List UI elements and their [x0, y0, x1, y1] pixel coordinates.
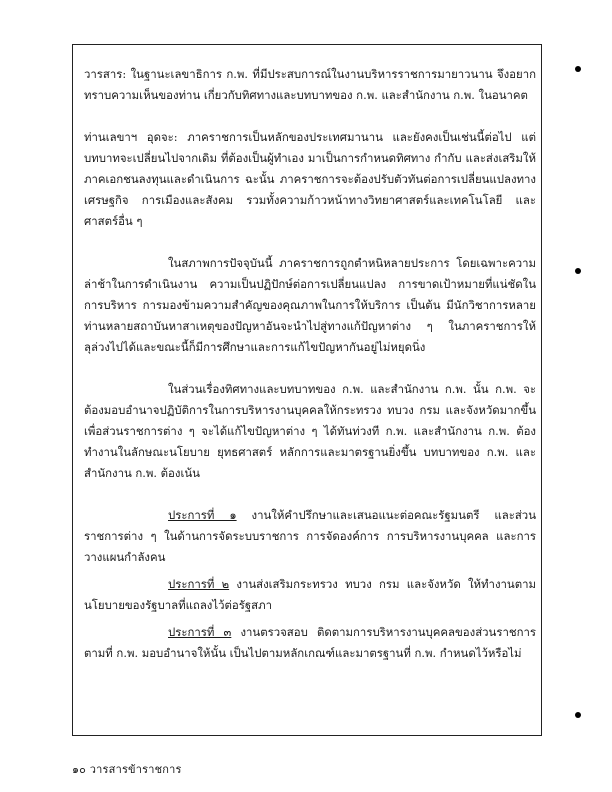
- item-text: งานตรวจสอบ ติดตามการบริหารงานบุคคลของส่วนราชการตามที่ ก.พ. มอบอำนาจให้นั้น เป็นไปตามหลักเกณฑ์และมาตรฐานที่ ก.พ. กำหนดไว้หรือไม่: [84, 625, 536, 660]
- item-label: ประการที่ ๒: [168, 577, 230, 591]
- body-paragraph: ในส่วนเรื่องทิศทางและบทบาทของ ก.พ. และสำนักงาน ก.พ. นั้น ก.พ. จะต้องมอบอำนาจปฏิบัติการในการบริหารงานบุคคลให้กระทรวง ทบวง กรม และจังหวัดมากขึ้น เพื่อส่วนราชการต่าง ๆ จะได้แก้ไขปัญหาต่าง ๆ ได้ทันท่วงที ก.พ. และสำนักงาน ก.พ. ต้อง ทำงานในลักษณะนโยบาย ยุทธศาสตร์ หลักการและมาตรฐานยิ่งขึ้น บทบาทของ ก.พ. และสำนักงาน ก.พ. ต้องเน้น: [84, 382, 536, 480]
- body-paragraph: ในสภาพการปัจจุบันนี้ ภาคราชการถูกตำหนิหลายประการ โดยเฉพาะความล่าช้าในการดำเนินงาน ความเป็นปฏิปักษ์ต่อการเปลี่ยนแปลง การขาดเป้าหมายที่แน่ชัดในการบริหาร การมองข้ามความสำคัญของคุณภาพในการให้บริการ เป็นต้น มีนักวิชาการหลายท่านหลายสถาบันหาสาเหตุของปัญหาอันจะนำไปสู่ทางแก้ปัญหาต่าง ๆ ในภาคราชการให้ลุล่วงไปได้และขณะนี้ก็มีการศึกษาและการแก้ไขปัญหากันอยู่ไม่หยุดนิ่ง: [84, 256, 536, 354]
- page-footer: ๑๐ วารสารข้าราชการ: [72, 763, 182, 776]
- list-item: [84, 574, 536, 616]
- list-item: [84, 622, 536, 664]
- list-item: [84, 505, 536, 568]
- article-body: [84, 64, 536, 664]
- item-text: งานส่งเสริมกระทรวง ทบวง กรม และจังหวัด ให้ทำงานตามนโยบายของรัฐบาลที่แถลงไว้ต่อรัฐสภา: [84, 577, 536, 612]
- paragraph-text: ภาคราชการเป็นหลักของประเทศมานาน และยังคงเป็นเช่นนี้ต่อไป แต่บทบาทจะเปลี่ยนไปจากเดิม ที่ต้องเป็นผู้ทำเอง มาเป็นการกำหนดทิศทาง กำกับ และส่งเสริมให้ภาคเอกชนลงทุนและดำเนินการ ฉะนั้น ภาคราชการจะต้องปรับตัวทันต่อการเปลี่ยนแปลงทางเศรษฐกิจ การเมืองและสังคม รวมทั้งความก้าวหน้าทางวิทยาศาสตร์และเทคโนโลยี และศาสตร์อื่น ๆ: [84, 130, 536, 228]
- item-label: ประการที่ ๓: [168, 625, 232, 639]
- speaker-label: วารสาร:: [84, 67, 127, 81]
- item-label: ประการที่ ๑: [168, 508, 237, 522]
- answer-paragraph: [84, 127, 536, 232]
- binding-hole-mark: [575, 712, 581, 718]
- speaker-label: ท่านเลขาฯ อุดจะ:: [84, 130, 178, 144]
- binding-hole-mark: [575, 268, 581, 274]
- item-text: งานให้คำปรึกษาและเสนอแนะต่อคณะรัฐมนตรี และส่วนราชการต่าง ๆ ในด้านการจัดระบบราชการ การจัดองค์การ การบริหารงานบุคคล และการวางแผนกำลังคน: [84, 508, 536, 564]
- question-paragraph: [84, 64, 536, 106]
- paragraph-text: ในฐานะเลขาธิการ ก.พ. ที่มีประสบการณ์ในงานบริหารราชการมายาวนาน จึงอยากทราบความเห็นของท่าน เกี่ยวกับทิศทางและบทบาทของ ก.พ. และสำนักงาน ก.พ. ในอนาคต: [84, 67, 536, 102]
- binding-hole-mark: [575, 66, 581, 72]
